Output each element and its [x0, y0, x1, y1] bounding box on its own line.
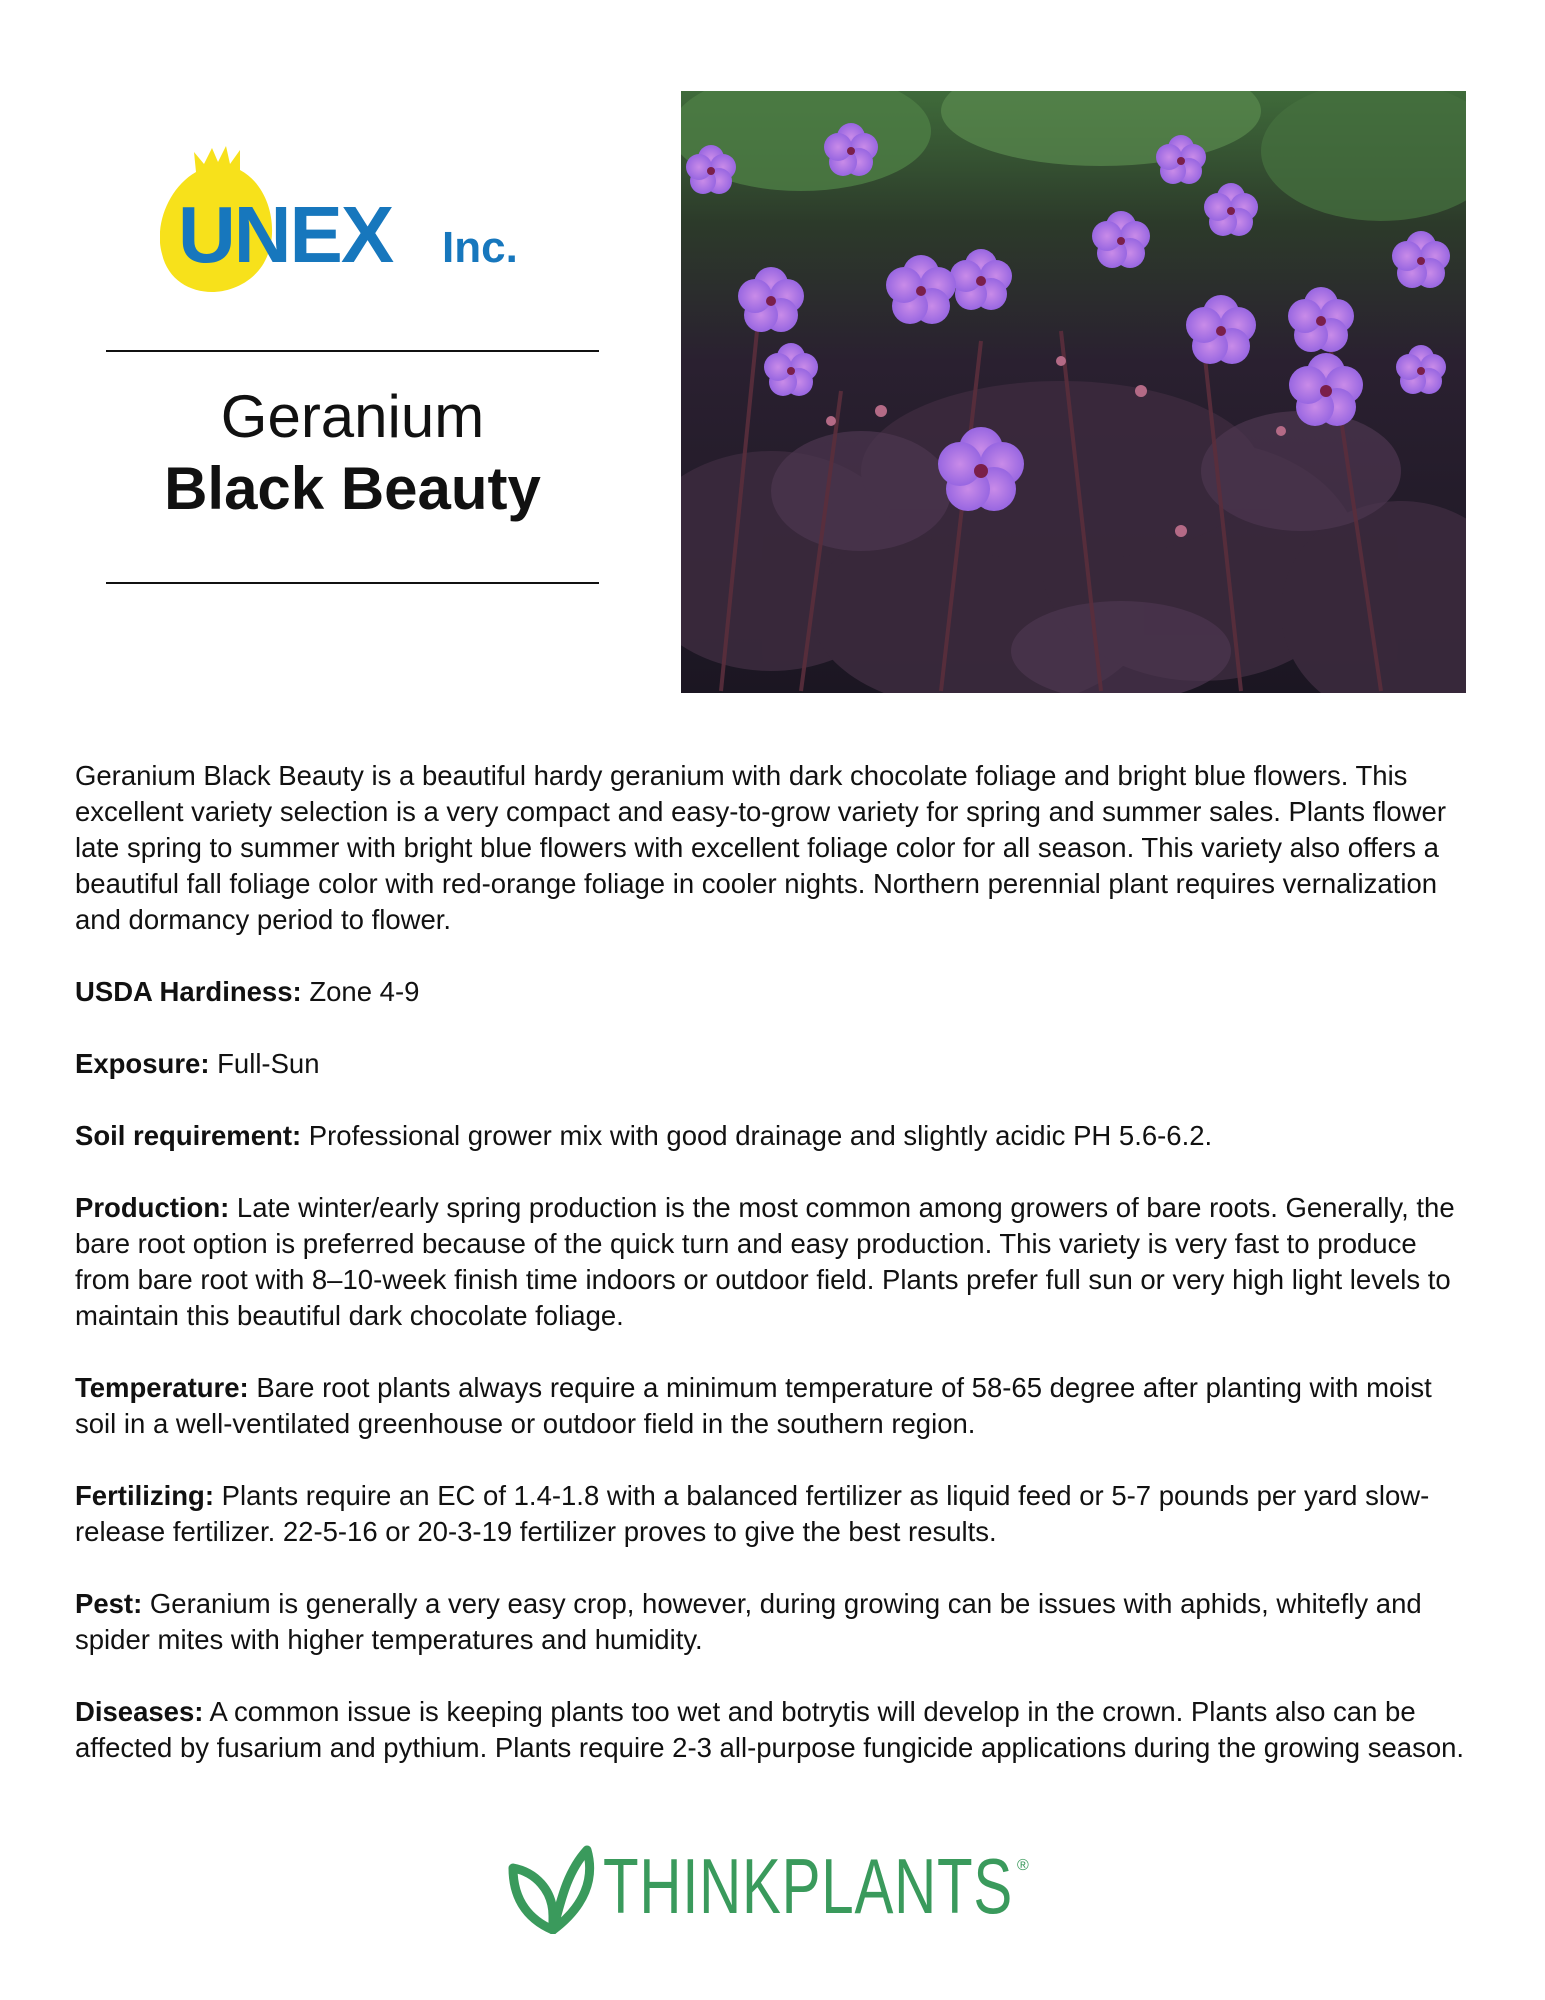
care-section — [75, 1586, 1470, 1658]
care-section — [75, 1118, 1470, 1154]
thinkplants-logo — [505, 1838, 1041, 1934]
registered-mark: ® — [1017, 1857, 1029, 1874]
svg-text:UNEX: UNEX — [178, 190, 393, 279]
intro-paragraph: Geranium Black Beauty is a beautiful hardy geranium with dark chocolate foliage and bright blue flowers. This excellent variety selection is a very compact and easy-to-grow variety for spring and summer sales. Plants flower late spring to summer with bright blue flowers with excellent foliage color for all season. This variety also offers a beautiful fall foliage color with red-orange foliage in cooler nights. Northern perennial plant requires vernalization and dormancy period to flower. — [75, 760, 1446, 935]
care-section-label: Production: — [75, 1192, 230, 1223]
care-section-text: Plants require an EC of 1.4-1.8 with a balanced fertilizer as liquid feed or 5-7 pounds per yard slow-release fertilizer. 22-5-16 or 20-3-19 fertilizer proves to give the best results. — [75, 1480, 1430, 1547]
care-section-label: Soil requirement: — [75, 1120, 302, 1151]
title-genus: Geranium — [220, 383, 485, 450]
title-divider-top — [106, 350, 599, 352]
title-divider-bottom — [106, 582, 599, 584]
care-section-text: Zone 4-9 — [301, 976, 420, 1007]
thinkplants-wordmark: THINKPLANTS — [603, 1842, 1013, 1930]
unex-logo — [160, 142, 560, 294]
care-section-label: Temperature: — [75, 1372, 249, 1403]
care-section — [75, 974, 1470, 1010]
care-section — [75, 1190, 1470, 1334]
care-section — [75, 1694, 1470, 1766]
care-section-text: Full-Sun — [209, 1048, 320, 1079]
care-section-text: Late winter/early spring production is the most common among growers of bare roots. Generally, the bare root option is preferred because of the quick turn and easy production. This variety is very fast to produce from bare root with 8–10-week finish time indoors or outdoor field. Plants prefer full sun or very high light levels to maintain this beautiful dark chocolate foliage. — [75, 1192, 1455, 1331]
care-section — [75, 1478, 1470, 1550]
care-sections — [75, 974, 1470, 1766]
care-section-label: Fertilizing: — [75, 1480, 215, 1511]
care-section-text: A common issue is keeping plants too wet and botrytis will develop in the crown. Plants also can be affected by fusarium and pythium. Plants require 2-3 all-purpose fungicide applications during the growing season. — [75, 1696, 1465, 1763]
care-section-text: Bare root plants always require a minimum temperature of 58-65 degree after planting with moist soil in a well-ventilated greenhouse or outdoor field in the southern region. — [75, 1372, 1432, 1439]
care-section-label: Pest: — [75, 1588, 143, 1619]
product-description — [75, 758, 1470, 1802]
care-section-text: Professional grower mix with good drainage and slightly acidic PH 5.6-6.2. — [301, 1120, 1213, 1151]
svg-text:Inc.: Inc. — [442, 223, 518, 272]
title-variety: Black Beauty — [164, 455, 541, 522]
geranium-photo — [681, 91, 1466, 693]
care-section-text: Geranium is generally a very easy crop, however, during growing can be issues with aphids, whitefly and spider mites with higher temperatures and humidity. — [75, 1588, 1422, 1655]
care-section-label: Diseases: — [75, 1696, 204, 1727]
care-section-label: Exposure: — [75, 1048, 210, 1079]
care-section — [75, 1370, 1470, 1442]
care-section-label: USDA Hardiness: — [75, 976, 302, 1007]
care-section — [75, 1046, 1470, 1082]
product-title — [106, 382, 599, 526]
